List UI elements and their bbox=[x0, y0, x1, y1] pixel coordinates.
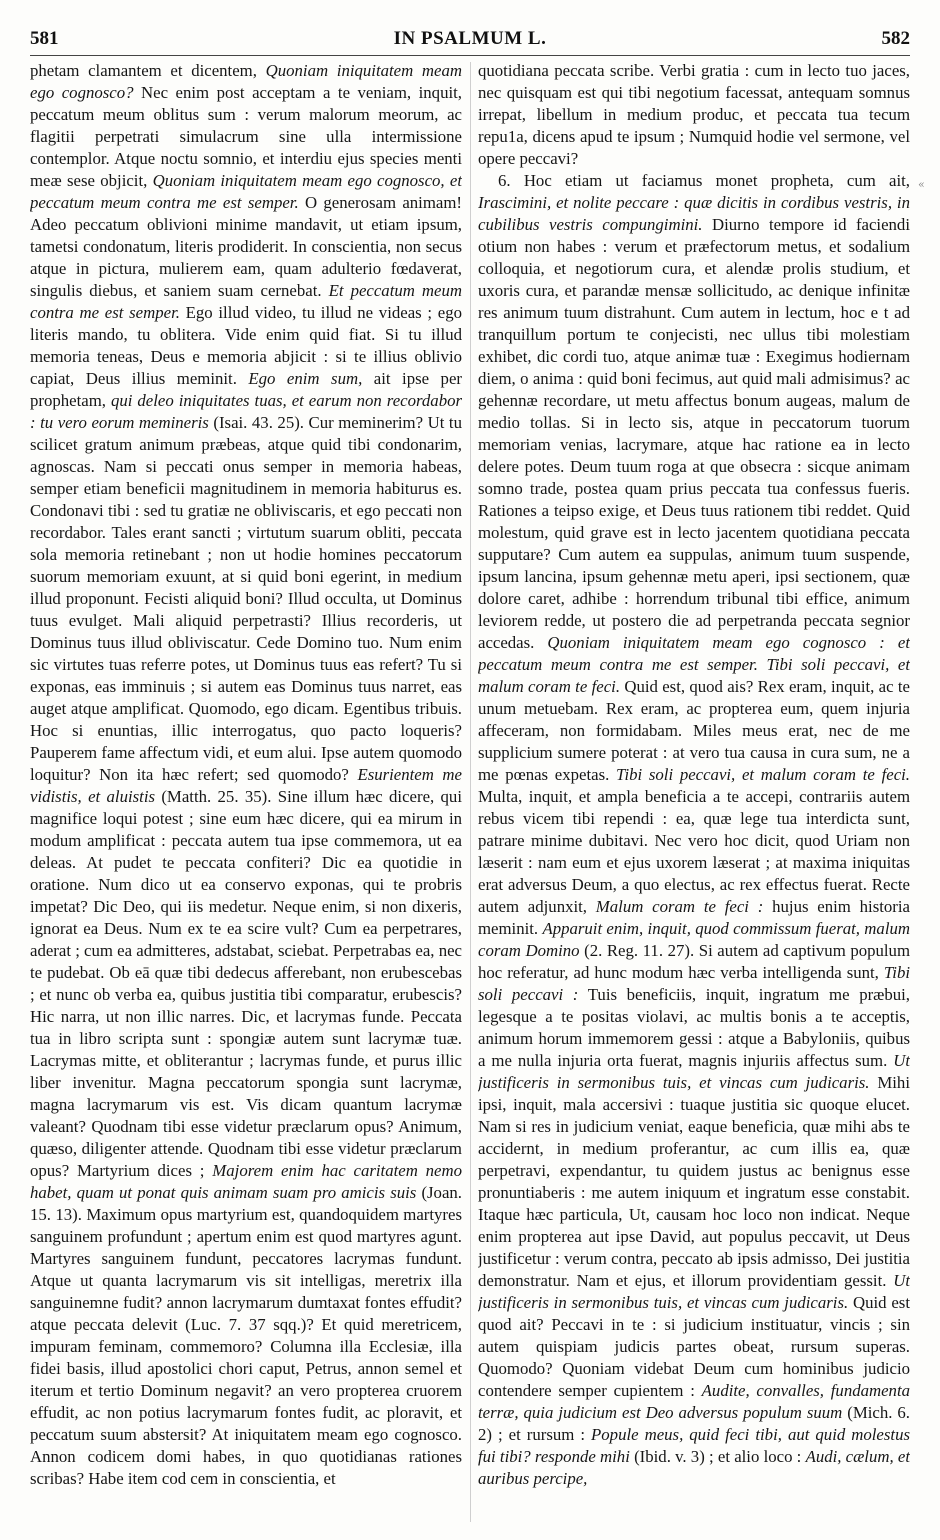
italic-run: Et peccatum meum contra me est semper. bbox=[30, 281, 462, 322]
text-run: phetam clamantem et dicentem, bbox=[30, 61, 266, 80]
italic-run: Apparuit enim, inquit, quod commissum fuerat, malum coram Domino bbox=[478, 919, 910, 960]
right-column bbox=[478, 60, 910, 1530]
margin-mark: « bbox=[918, 178, 925, 191]
text-run: O generosam animam! Adeo peccatum oblivioni minime mandavit, ut etiam ipsum, tametsi condonatum, literis prodiderit. In conscientia, non secus atque in pictura, mulierem eam, quam adulterio fœdaverat, singulis diebus, et saniem suam cernebat. bbox=[30, 193, 462, 300]
right-paragraph bbox=[478, 60, 910, 170]
header-rule bbox=[30, 55, 910, 56]
text-run: Diurno tempore id faciendi otium non habes : verum et præfectorum metus, et sodalium colloquia, et negotiorum cura, et alendæ prolis studium, et uxoris cura, et parandæ mensæ sollicitudo, ac denique infinitæ res animum tuum distrahunt. Cum autem in lectum, hoc e t ad tranquillum portum te conjecisti, nec ullus tibi molestiam exhibet, dic cordi tuo, atque animæ tuæ : Exegimus hodiernam diem, o anima : quid boni fecimus, aut quid mali admisimus? ac gehennæ recordare, ut metu affectus bonum augeas, malum de medio tollas. Si in lecto sis, atque in peccatorum tuorum memoriam venias, lacrymare, atque hac ratione ea in lecto delere potes. Deum tuum roga at que obsecra : sicque animam somno trade, postea quam prius peccata tua confessus fueris. Rationes a teipso exige, et Deus tuus rationem tibi reddet. Quid molestum, quid grave est in lecto jacentem quotidiana peccata supputare? Cum autem ea suppulas, animum tuum suspende, ipsum lancina, ipsum gehennæ metu aperi, ipsi sectionem, quæ dolore caret, adhibe : horrendum tribunal tibi effice, animum leviorem redde, ut postero die ad perpetranda peccata segnior accedas. bbox=[478, 215, 910, 652]
text-run: Ego illud video, tu illud ne videas ; ego literis mando, tu oblitera. Vide enim quid fiat. Si tu illud memoria teneas, Deus e memoria abjicit : si te illius oblivio capiat, Deus illius meminit. bbox=[30, 303, 462, 388]
italic-run: Audite, convalles, fundamenta terræ, quia judicium est Deo adversus populum suum bbox=[478, 1381, 910, 1422]
text-run: Tuis beneficiis, inquit, ingratum me præbui, legesque a te positas violavi, ac multis bonis a te acceptis, animum horum immemorem gessi : atque a Babyloniis, quibus a me nulla injuria orta fuerat, magnis injuriis affectus sum. bbox=[478, 985, 910, 1070]
text-run: Quid est quod ait? Peccavi in te : si judicium instituatur, vincis ; sin autem quispiam judicis partes obeat, rursum superas. Quomodo? Quoniam videbat Deum cum hominibus judicio contendere semper cupientem : bbox=[478, 1293, 910, 1400]
text-run: (Ibid. v. 3) ; et alio loco : bbox=[629, 1447, 806, 1466]
text-run: hujus enim historia meminit. bbox=[478, 897, 910, 938]
italic-run: Popule meus, quid feci tibi, aut quid molestus fui tibi? responde mihi bbox=[478, 1425, 910, 1466]
italic-run: Majorem enim hac caritatem nemo habet, quam ut ponat quis animam suam pro amicis suis bbox=[30, 1161, 462, 1202]
text-run: ait ipse per prophetam, bbox=[30, 369, 462, 410]
italic-run: Ut justificeris in sermonibus tuis, et vincas cum judicaris. bbox=[478, 1051, 910, 1092]
text-run: quotidiana peccata scribe. Verbi gratia : cum in lecto tuo jaces, nec quisquam est qui tibi negotium facessat, antequam somnus irrepat, libellum in medium produc, et peccata tua tecum repu1a, dicens apud te ipsum ; Numquid hodie vel sermone, vel opere peccavi? bbox=[478, 61, 910, 168]
italic-run: Ut justificeris in sermonibus tuis, et vincas cum judicaris. bbox=[478, 1271, 910, 1312]
italic-run: Ego enim sum, bbox=[248, 369, 363, 388]
italic-run: Quoniam iniquitatem meam ego cognosco? bbox=[30, 61, 462, 102]
text-run: Multa, inquit, et ampla beneficia a te accepi, contrariis autem rebus vicem tibi rependi : ea, quæ lege tua interdicta sunt, patrare minime dubitavi. Nec vero hoc dicit, quod Uriam non læserit : nam eum et ejus uxorem læserat ; at maxima iniquitas erat adversus Deum, a quo electus, ac rex effectus fuerat. Recte autem adjunxit, bbox=[478, 787, 910, 916]
column-divider bbox=[470, 62, 471, 1522]
italic-run: Irascimini, et nolite peccare : quæ dicitis in cordibus vestris, in cubilibus vestris compungimini. bbox=[478, 193, 910, 234]
right-paragraph-section-6 bbox=[478, 170, 910, 1490]
left-paragraph bbox=[30, 60, 462, 1490]
page-number-left: 581 bbox=[30, 28, 59, 49]
italic-run: qui deleo iniquitates tuas, et earum non recordabor : tu vero eorum memineris bbox=[30, 391, 462, 432]
italic-run: Tibi soli peccavi, et malum coram te feci. bbox=[616, 765, 910, 784]
page-number-right: 582 bbox=[881, 28, 910, 49]
italic-run: Esurientem me vidistis, et aluistis bbox=[30, 765, 462, 806]
text-run: (Joan. 15. 13). Maximum opus martyrium est, quandoquidem martyres sanguinem profundunt ; apertum enim est quod martyres agunt. Martyres sanguinem fundunt, peccatores lacrymas fundunt. Atque ut quanta lacrymarum vis sit intelligas, meretrix illa sanguinemne fudit? annon lacrymarum dumtaxat fontes effudit? atque peccata delevit (Luc. 7. 37 sqq.)? Et quid meretricem, impuram feminam, commemoro? Columna illa Ecclesiæ, illa fidei basis, illud apostolici chori caput, Petrus, annon semel et iterum et tertio Dominum negavit? an vero propterea cruorem effudit, ac non potius lacrymarum fontes fudit, ac ploravit, et peccatum suum abstersit? At iniquitatem meam ego cognosco. Annon codicem domi habes, in quo quotidianas rationes scribas? Habe item cod cem in conscientia, et bbox=[30, 1183, 462, 1488]
italic-run: Malum coram te feci : bbox=[595, 897, 764, 916]
italic-run: Audi, cælum, et auribus percipe, bbox=[478, 1447, 910, 1488]
italic-run: Tibi soli peccavi : bbox=[478, 963, 910, 1004]
left-column bbox=[30, 60, 462, 1530]
text-run: (Isai. 43. 25). Cur meminerim? Ut tu scilicet gratum animum præbeas, atque quid tibi condonarim, agnoscas. Nam si peccati onus semper in memoria habeas, semper etiam beneficii magnitudinem in memoria habiturus es. Condonavi tibi : sed tu gratiæ ne obliviscaris, et ego peccati non recordabor. Tales erant sancti ; virtutum suarum obliti, peccata sola memoria retinebant ; non ut hodie homines peccatorum suorum memoriam exuunt, at si quid boni egerint, in medium illud proponunt. Fecisti aliquid boni? Illud occulta, ut Dominus tuus evulget. Mali aliquid perpetrasti? Illius recorderis, ut Dominus tuus illud obliviscatur. Cede Domino tuo. Num enim sic virtutes tuas referre potes, ut Dominus tuus eas refert? Tu si exponas, eas imminuis ; si autem eas Dominus tuus narret, eas auget atque amplificat. Quomodo, ego dicam. Egentibus tribuis. Hoc si enuntias, illic interrogatus, quo pacto loqueris? Pauperem fame affectum vidi, et eum alui. Ipse autem quomodo loquitur? Non ita hæc refert; sed quomodo? bbox=[30, 413, 462, 784]
italic-run: Quoniam iniquitatem meam ego cognosco, et peccatum meum contra me est semper. bbox=[30, 171, 462, 212]
text-run: Quid est, quod ais? Rex eram, inquit, ac te unum metuebam. Rex eram, ac propterea eum, quem injuria affeceram, non formidabam. Miles meus erat, nec de me supplicium sumere poterat : at vero tua causa in cura sum, ne a me pœnas expetas. bbox=[478, 677, 910, 784]
text-run: (Matth. 25. 35). Sine illum hæc dicere, qui magnifice loqui potest ; sine eum hæc dicere, qui ea mirum in modum amplificat : peccata autem tua ipse commemora, ut ea deleas. At pudet te peccata confiteri? Dic ea quotidie in oratione. Num dico ut ea conservo exponas, qui te probris impetat? Dic Deo, qui iis medetur. Neque enim, si non dixeris, ignorat ea Deus. Num ex te ea scire vult? Cum ea perpetrares, aderat ; cum ea admitteres, adstabat, sciebat. Perpetrabas ea, nec te pudebat. Ob eā quæ tibi dedecus afferebant, non erubescebas ; et nunc ob verba ea, quibus justitia tibi comparatur, erubescis? Hic narra, ut non illic narres. Dic, et lacrymas funde. Peccata tua in libro scripta sunt : spongiæ autem sunt lacrymæ tuæ. Lacrymas mitte, et obliterantur ; lacrymas funde, et purus illic liber invenitur. Magna peccatorum spongia sunt lacrymæ, magna lacrymarum vis est. Vis dicam quantum lacrymæ valeant? Quodnam tibi esse videtur præclarum opus? Animum, quæso, diligenter attende. Quodnam tibi esse videtur præclarum opus? Martyrium dices ; bbox=[30, 787, 462, 1180]
text-run: Nec enim post acceptam a te veniam, inquit, peccatum meum oblitus sum : verum malorum meorum, ac flagitii perpetrati simulacrum sine ulla intermissione contemplor. Atque noctu somnio, et interdiu ejus species menti meæ sese objicit, bbox=[30, 83, 462, 190]
text-run: (2. Reg. 11. 27). Si autem ad captivum populum hoc referatur, ad hunc modum hæc verba intelligenda sunt, bbox=[478, 941, 910, 982]
text-run: 6. Hoc etiam ut faciamus monet propheta, cum ait, bbox=[498, 171, 910, 190]
text-run: (Mich. 6. 2) ; et rursum : bbox=[478, 1403, 910, 1444]
italic-run: Quoniam iniquitatem meam ego cognosco : et peccatum meum contra me est semper. Tibi soli peccavi, et malum coram te feci. bbox=[478, 633, 910, 696]
text-run: Mihi ipsi, inquit, mala accersivi : tuaque justitia sic quoque elucet. Nam si res in judicium veniat, eaque beneficia, quæ mihi abs te accidernt, in medium proferantur, ac cum illis ea, quæ perpetravi, expendantur, tu quidem justus ac benignus esse pronuntiaberis : me autem iniquum et ingratum esse constabit. Itaque hæc particula, Ut, causam hoc loco non indicat. Neque enim propterea aut ipse David, aut populus peccavit, ut Deus justificetur : verum contra, peccato ab ipsis admisso, Dei justitia demonstratur. Nam et ejus, et illorum providentiam gessit. bbox=[478, 1073, 910, 1290]
running-title: IN PSALMUM L. bbox=[393, 28, 547, 49]
running-head bbox=[30, 28, 910, 54]
